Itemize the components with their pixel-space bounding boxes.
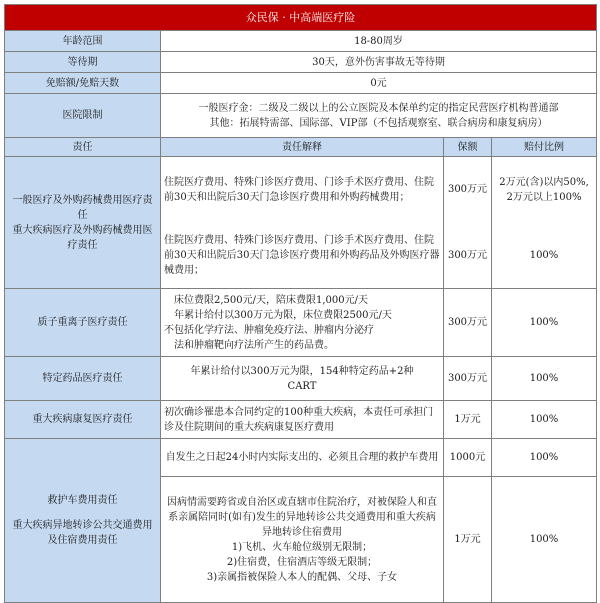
drug-duty: 特定药品医疗责任 [5,357,161,401]
waiting-value: 30天，意外伤害事故无等待期 [161,52,597,73]
transport-duty: 重大疾病异地转诊公共交通费用及住宿费用责任 [12,520,153,546]
general-duty-b: 重大疾病医疗及外购药械费用医疗责任 [12,224,153,251]
drug-line-1: 年累计给付以300万元为限，154种特定药品+2种 [190,365,414,377]
rehab-amount: 1万元 [444,401,492,439]
proton-line-1: 床位费限2,500元/天，陪床费限1,000元/天 [174,294,368,306]
deductible-label: 免赔额/免赔天数 [5,73,161,94]
transport-ratio: 100% [492,477,597,603]
general-duty [5,157,161,289]
drug-amount: 300万元 [444,357,492,401]
general-ratio-b: 100% [492,223,597,289]
ambulance-amount: 1000元 [444,439,492,477]
deductible-value: 0元 [161,73,597,94]
rehab-ratio: 100% [492,401,597,439]
proton-line-2: 年累计给付以300万元为限，床位费限2500元/天 [174,309,392,321]
proton-duty: 质子重离子医疗责任 [5,289,161,357]
proton-amount: 300万元 [444,289,492,357]
hospital-line-general: 一般医疗金：二级及二级以上的公立医院及本保单约定的指定民营医疗机构普通部 [198,102,559,114]
hospital-label: 医院限制 [5,94,161,138]
ambulance-transport-duty [5,439,161,603]
transport-amount: 1万元 [444,477,492,603]
general-ratio-a1: 2万元(含)以内50%, [499,176,589,188]
drug-line-2: CART [287,380,317,392]
transport-item-3: 3)亲属指被保险人本人的配偶、父母、子女 [206,571,398,583]
general-duty-a: 一般医疗及外购药械费用医疗责任 [12,194,153,221]
drug-ratio: 100% [492,357,597,401]
drug-explain [161,357,444,401]
header-ratio: 赔付比例 [492,138,597,157]
general-amount-a: 300万元 [444,157,492,223]
header-explain: 责任解释 [161,138,444,157]
general-explain-b: 住院医疗费用、特殊门诊医疗费用、门诊手术医疗费用、住院前30天和出院后30天门急诊医疗费用和外购药品及外购医疗器械费用； [161,223,444,289]
header-amount: 保额 [444,138,492,157]
proton-line-4: 法和肿瘤靶向疗法所产生的药品费。 [174,339,334,351]
coverage-table [4,4,597,603]
general-amount-b: 300万元 [444,223,492,289]
hospital-value [161,94,597,138]
transport-intro: 因病情需要跨省或自治区或直辖市住院治疗，对被保险人和直系亲属陪同时(如有)发生的异地转诊公共交通费用和重大疾病异地转诊住宿费用 [167,496,437,538]
general-ratio-a2: 2万元以上100% [506,191,582,203]
transport-item-2: 2)住宿费，住宿酒店等级无限制； [226,556,378,568]
transport-item-1: 1)飞机、火车舱位级别无限制； [231,541,373,553]
ambulance-explain: 自发生之日起24小时内实际支出的、必须且合理的救护车费用 [161,439,444,477]
age-value: 18-80周岁 [161,31,597,52]
age-label: 年龄范围 [5,31,161,52]
rehab-duty: 重大疾病康复医疗责任 [5,401,161,439]
hospital-line-other: 其他：拓展特需部、国际部、VIP部（不包括观察室、联合病房和康复病房） [209,117,548,129]
proton-line-3: 不包括化学疗法、肿瘤免疫疗法、肿瘤内分泌疗 [164,324,374,336]
waiting-label: 等待期 [5,52,161,73]
general-explain-a: 住院医疗费用、特殊门诊医疗费用、门诊手术医疗费用、住院前30天和出院后30天门急诊医疗费用和外购药械费用； [161,157,444,223]
table-title: 众民保 · 中高端医疗险 [5,5,597,31]
ambulance-ratio: 100% [492,439,597,477]
rehab-explain: 初次确诊罹患本合同约定的100种重大疾病，本责任可承担门诊及住院期间的重大疾病康复医疗费用 [161,401,444,439]
general-ratio-a [492,157,597,223]
proton-ratio: 100% [492,289,597,357]
header-duty: 责任 [5,138,161,157]
ambulance-duty: 救护车费用责任 [47,495,118,506]
proton-explain [161,289,444,357]
transport-explain [161,477,444,603]
